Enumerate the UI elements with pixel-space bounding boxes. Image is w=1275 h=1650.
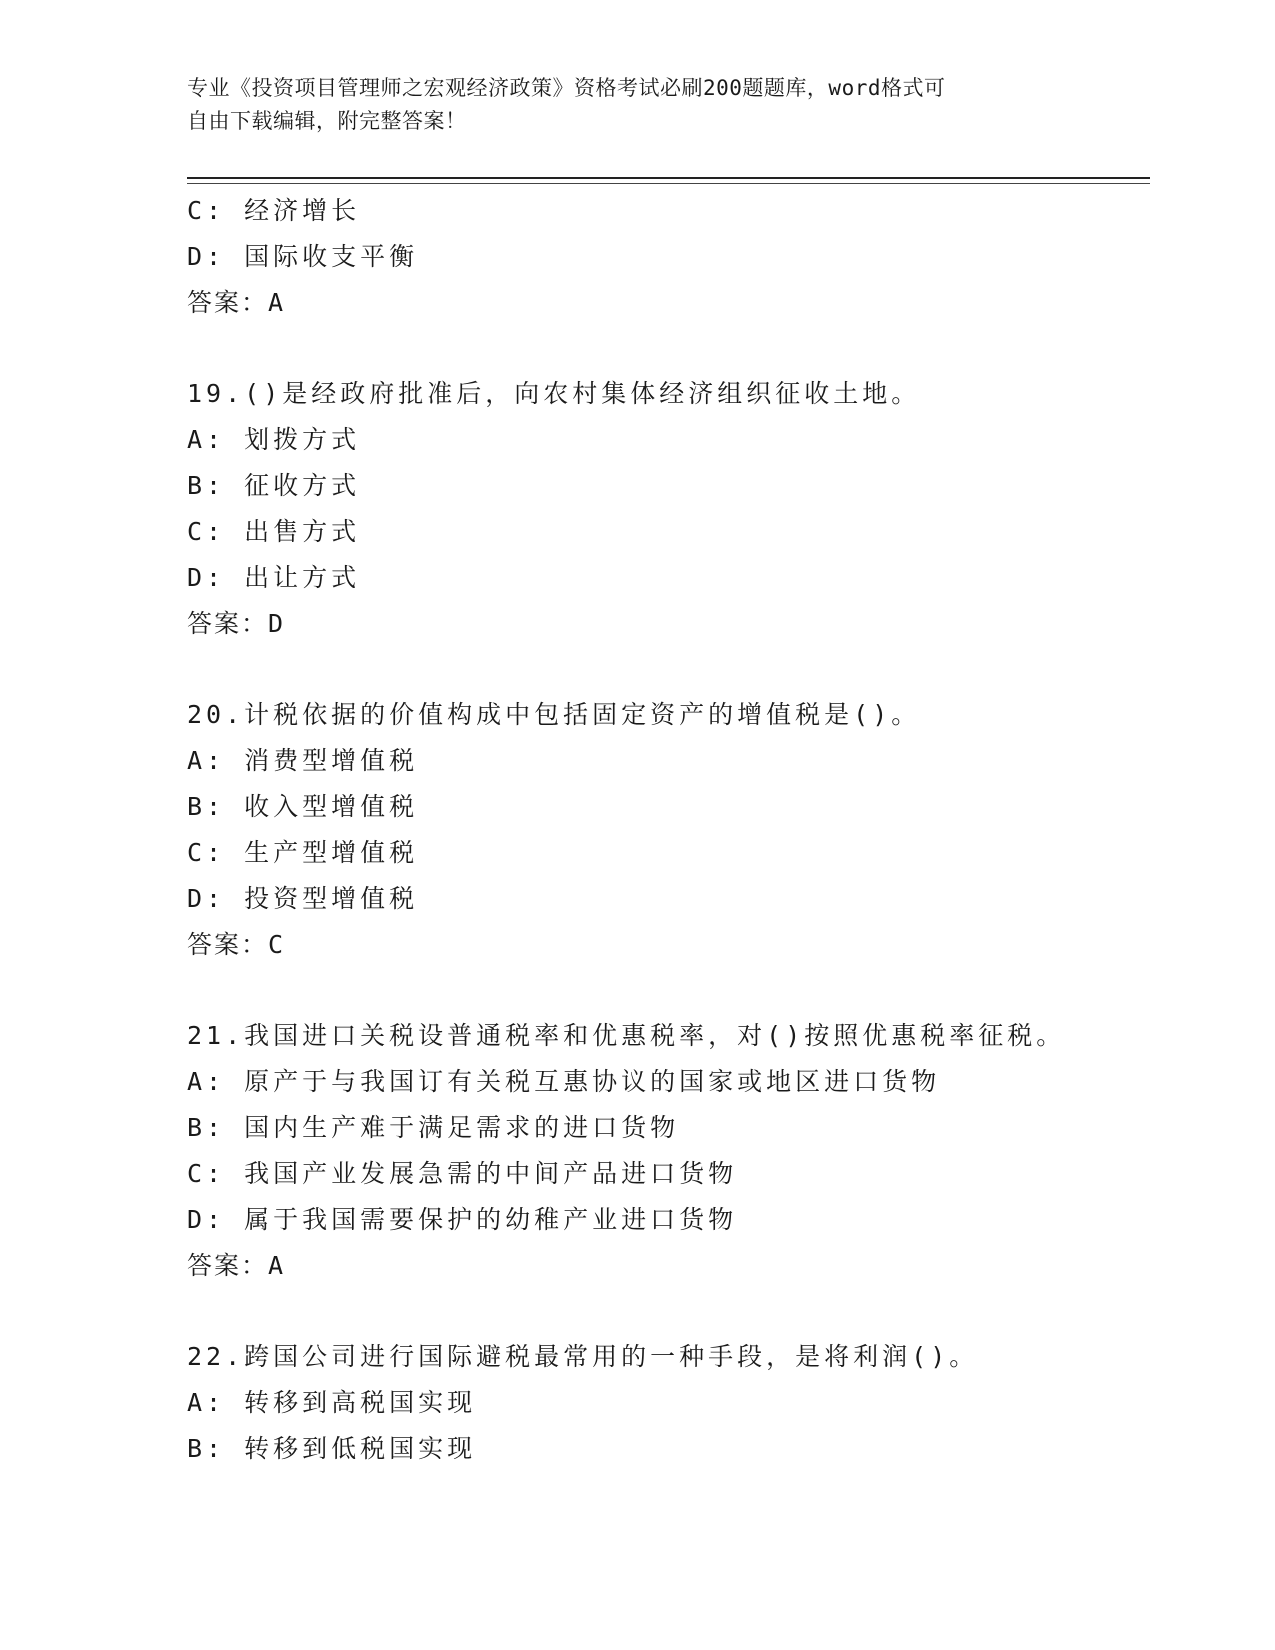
option-b: B: 征收方式 (187, 471, 361, 500)
question-22 (187, 1334, 1147, 1472)
answer-value: A (268, 288, 286, 317)
question-stem: 19.()是经政府批准后，向农村集体经济组织征收土地。 (187, 379, 921, 408)
question-stem: 20.计税依据的价值构成中包括固定资产的增值税是()。 (187, 700, 921, 729)
answer-line (187, 280, 1147, 326)
option-a: A: 原产于与我国订有关税互惠协议的国家或地区进口货物 (187, 1067, 941, 1096)
option-a: A: 划拨方式 (187, 425, 361, 454)
answer-label: 答案： (187, 1251, 269, 1280)
header-divider-thin (187, 183, 1150, 184)
answer-line (187, 922, 1147, 968)
answer-label: 答案： (187, 288, 269, 317)
answer-value: D (268, 609, 286, 638)
question-list (187, 188, 1147, 1472)
option-b: B: 转移到低税国实现 (187, 1434, 477, 1463)
option-c: C: 生产型增值税 (187, 838, 419, 867)
header-divider-thick (187, 177, 1150, 179)
answer-label: 答案： (187, 609, 269, 638)
option-b: B: 国内生产难于满足需求的进口货物 (187, 1113, 680, 1142)
question-20 (187, 692, 1147, 968)
question-stem: 22.跨国公司进行国际避税最常用的一种手段，是将利润()。 (187, 1342, 979, 1371)
question-fragment-18 (187, 188, 1147, 326)
question-stem: 21.我国进口关税设普通税率和优惠税率，对()按照优惠税率征税。 (187, 1021, 1066, 1050)
answer-line (187, 601, 1147, 647)
document-header (187, 72, 1067, 138)
option-d: D: 国际收支平衡 (187, 242, 419, 271)
option-c: C: 我国产业发展急需的中间产品进口货物 (187, 1159, 738, 1188)
answer-label: 答案： (187, 930, 269, 959)
header-line-2: 自由下载编辑，附完整答案！ (187, 109, 467, 133)
option-d: D: 投资型增值税 (187, 884, 419, 913)
option-a: A: 消费型增值税 (187, 746, 419, 775)
option-c: C: 经济增长 (187, 196, 361, 225)
option-a: A: 转移到高税国实现 (187, 1388, 477, 1417)
option-c: C: 出售方式 (187, 517, 361, 546)
option-d: D: 属于我国需要保护的幼稚产业进口货物 (187, 1205, 738, 1234)
answer-value: C (268, 930, 286, 959)
option-d: D: 出让方式 (187, 563, 361, 592)
answer-value: A (268, 1251, 286, 1280)
header-line-1: 专业《投资项目管理师之宏观经济政策》资格考试必刷200题题库，word格式可 (187, 76, 946, 100)
option-b: B: 收入型增值税 (187, 792, 419, 821)
question-21 (187, 1013, 1147, 1289)
answer-line (187, 1243, 1147, 1289)
question-19 (187, 371, 1147, 647)
